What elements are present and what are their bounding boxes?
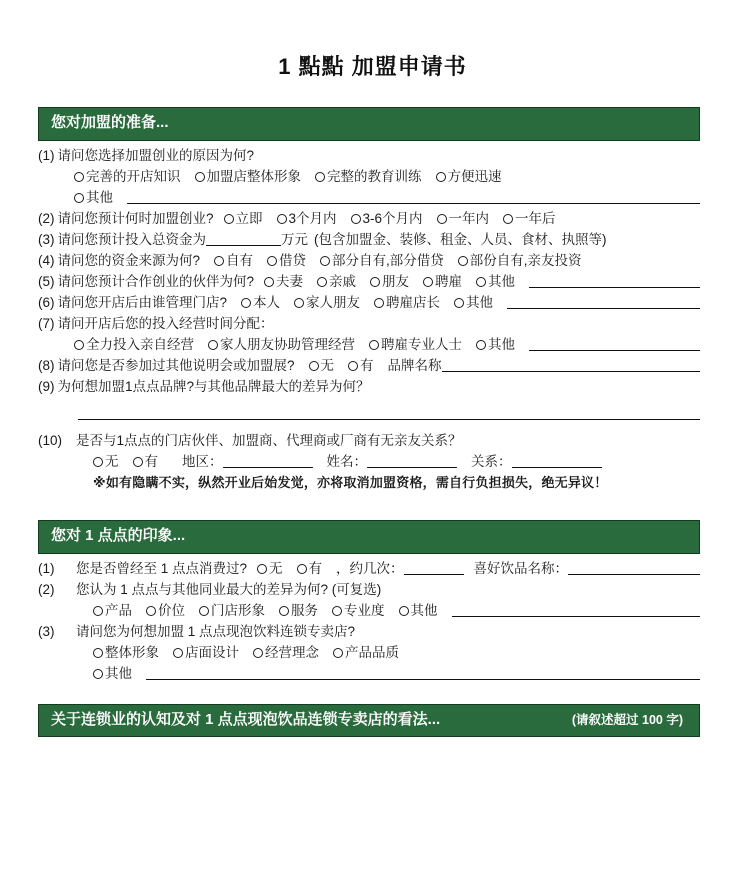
question-9-text: 为何想加盟1点点品牌?与其他品牌最大的差异为何？ [57, 378, 370, 394]
question-5 [38, 271, 700, 292]
option-q1-1-label: 加盟店整体形象 [206, 168, 301, 184]
option-s2q3-0[interactable] [93, 642, 159, 663]
option-s2q3-2[interactable] [253, 642, 319, 663]
radio-icon[interactable] [267, 256, 277, 266]
option-q5-2[interactable] [370, 271, 409, 292]
question-7-options [38, 334, 700, 355]
radio-icon[interactable] [208, 340, 218, 350]
question-3 [38, 229, 700, 250]
option-q7-1-label: 家人朋友协助管理经营 [220, 336, 355, 352]
option-q7-0-label: 全力投入亲自经营 [86, 336, 194, 352]
option-q4-0-label: 自有 [226, 252, 254, 268]
radio-icon[interactable] [214, 256, 224, 266]
radio-icon[interactable] [333, 648, 343, 658]
question-7 [38, 313, 700, 334]
radio-icon[interactable] [173, 648, 183, 658]
radio-icon[interactable] [315, 172, 325, 182]
option-q4-0[interactable] [214, 250, 253, 271]
question-4-text: 请问您的资金来源为何? [57, 252, 201, 268]
impression-question-2-text: 您认为 1 点点与其他同业最大的差异为何? (可复选) [76, 581, 382, 597]
option-q4-3[interactable] [458, 250, 582, 271]
question-1-other-input[interactable] [127, 190, 700, 204]
question-8-brand-input[interactable] [442, 358, 700, 372]
question-8-number: (8) [38, 357, 55, 373]
radio-icon[interactable] [476, 277, 486, 287]
question-10-text: 是否与1点点的门店伙伴、加盟商、代理商或厂商有无亲友关系？ [76, 432, 462, 448]
option-s2q2-1-label: 价位 [158, 602, 185, 618]
radio-icon[interactable] [253, 648, 263, 658]
question-10-name-input[interactable] [367, 454, 457, 468]
impression-question-1-drink-input[interactable] [568, 561, 700, 575]
question-10-region-input[interactable] [223, 454, 313, 468]
radio-icon[interactable] [297, 564, 307, 574]
option-q8-1-label: 有 [360, 357, 374, 373]
question-10-relation-input[interactable] [512, 454, 602, 468]
option-s2q2-3[interactable] [279, 600, 318, 621]
radio-icon[interactable] [264, 277, 274, 287]
option-q8-0[interactable] [309, 355, 335, 376]
section1-question10 [0, 426, 745, 494]
option-q6-1-label: 家人朋友 [306, 294, 361, 310]
option-s2q2-4[interactable] [332, 600, 385, 621]
impression-question-1-text: 您是否曾经至 1 点点消费过? [76, 560, 248, 576]
option-q7-other[interactable] [476, 334, 515, 355]
option-s2q3-other[interactable] [93, 663, 132, 684]
section-header-chain-opinion [38, 704, 700, 738]
radio-icon[interactable] [93, 606, 103, 616]
section-header-chain-opinion-label: 关于连锁业的认知及对 1 点点现泡饮品连锁专卖店的看法... [51, 710, 441, 728]
option-q5-other-label: 其他 [488, 273, 516, 289]
option-s2q2-other-label: 其他 [410, 602, 438, 618]
question-3-amount-input[interactable] [206, 232, 281, 246]
impression-question-3 [38, 621, 700, 642]
question-10-number: (10) [38, 432, 63, 448]
option-q5-1-label: 亲戚 [329, 273, 357, 289]
option-q1-2[interactable] [315, 166, 422, 187]
option-s2q2-0[interactable] [93, 600, 132, 621]
question-10-warning-note: ※如有隐瞒不实，纵然开业后始发觉，亦将取消加盟资格，需自行负担损失，绝无异议！ [93, 474, 608, 490]
question-1-text: 请问您选择加盟创业的原因为何? [57, 147, 255, 163]
option-s2q2-3-label: 服务 [291, 602, 318, 618]
page-title: 1 點點 加盟申请书 [278, 54, 467, 79]
question-7-text: 请问开店后您的投入经营时间分配： [57, 315, 274, 331]
radio-icon[interactable] [224, 214, 234, 224]
radio-icon[interactable] [348, 361, 358, 371]
question-3-suffix: (包含加盟金、装修、租金、人员、食材、执照等) [314, 231, 607, 247]
option-q1-0[interactable] [74, 166, 181, 187]
option-q8-0-label: 无 [320, 357, 335, 373]
radio-icon[interactable] [454, 298, 464, 308]
impression-question-3-text: 请问您为何想加盟 1 点点现泡饮料连锁专卖店? [76, 623, 356, 639]
option-q5-2-label: 朋友 [382, 273, 410, 289]
option-s2q2-4-label: 专业度 [344, 602, 385, 618]
impression-question-3-options [38, 642, 700, 663]
impression-question-3-other-input[interactable] [146, 666, 700, 680]
option-q7-1[interactable] [208, 334, 355, 355]
radio-icon[interactable] [332, 606, 342, 616]
radio-icon[interactable] [257, 564, 267, 574]
option-s2q2-2-label: 门店形象 [211, 602, 265, 618]
option-q2-0[interactable] [224, 208, 263, 229]
radio-icon[interactable] [476, 340, 486, 350]
option-q5-1[interactable] [317, 271, 356, 292]
radio-icon[interactable] [294, 298, 304, 308]
option-s2q3-3[interactable] [333, 642, 399, 663]
option-s2q3-2-label: 经营理念 [265, 644, 319, 660]
question-4 [38, 250, 700, 271]
radio-icon[interactable] [279, 606, 289, 616]
impression-question-3-other-row [38, 663, 700, 684]
option-q10-0[interactable] [93, 451, 119, 472]
question-5-other-input[interactable] [529, 274, 700, 288]
question-6-number: (6) [38, 294, 55, 310]
option-q6-0-label: 本人 [253, 294, 281, 310]
question-6 [38, 292, 700, 313]
option-q1-other[interactable] [74, 187, 113, 208]
option-q2-0-label: 立即 [235, 210, 263, 226]
option-q6-0[interactable] [241, 292, 280, 313]
question-8-text: 请问您是否参加过其他说明会或加盟展? [57, 357, 295, 373]
option-q1-3[interactable] [436, 166, 502, 187]
impression-question-2-other-input[interactable] [452, 603, 701, 617]
option-q6-other[interactable] [454, 292, 493, 313]
option-q2-2[interactable] [351, 208, 423, 229]
question-9-number: (9) [38, 378, 55, 394]
option-q7-0[interactable] [74, 334, 194, 355]
option-q4-2-label: 部分自有,部分借贷 [332, 252, 444, 268]
question-6-text: 请问您开店后由谁管理门店? [57, 294, 228, 310]
option-s2q1-0-label: 无 [269, 560, 283, 576]
option-s2q2-2[interactable] [199, 600, 265, 621]
option-q5-0[interactable] [264, 271, 303, 292]
question-2-number: (2) [38, 210, 55, 226]
impression-question-1-number: (1) [38, 560, 55, 576]
option-q5-3-label: 聘雇 [435, 273, 463, 289]
radio-icon[interactable] [503, 214, 513, 224]
question-1-options [38, 166, 700, 187]
radio-icon[interactable] [93, 648, 103, 658]
question-10-relation-label: 关系： [471, 453, 512, 469]
radio-icon[interactable] [93, 457, 103, 467]
section-header-impression [38, 520, 700, 554]
question-8-brand-label: 品牌名称 [387, 357, 442, 373]
option-s2q3-1-label: 店面设计 [185, 644, 239, 660]
option-q2-2-label: 3-6个月内 [362, 210, 423, 226]
option-s2q1-1[interactable] [297, 558, 323, 579]
section1-questions [0, 141, 745, 397]
radio-icon[interactable] [351, 214, 361, 224]
option-s2q3-0-label: 整体形象 [105, 644, 159, 660]
question-3-number: (3) [38, 231, 55, 247]
radio-icon[interactable] [133, 457, 143, 467]
question-5-number: (5) [38, 273, 55, 289]
question-1 [38, 145, 700, 166]
option-s2q3-3-label: 产品品质 [345, 644, 399, 660]
impression-question-3-number: (3) [38, 623, 55, 639]
radio-icon[interactable] [241, 298, 251, 308]
impression-question-2 [38, 579, 700, 600]
impression-question-2-number: (2) [38, 581, 55, 597]
radio-icon[interactable] [370, 277, 380, 287]
impression-question-1-drink-label: 喜好饮品名称： [473, 560, 569, 576]
option-s2q2-1[interactable] [146, 600, 185, 621]
question-10 [38, 430, 700, 451]
impression-question-2-options [38, 600, 700, 621]
question-6-other-input[interactable] [507, 295, 700, 309]
radio-icon[interactable] [320, 256, 330, 266]
section-header-preparation [38, 107, 700, 141]
question-1-other-row [38, 187, 700, 208]
question-3-unit: 万元 [281, 231, 308, 247]
option-q10-0-label: 无 [105, 453, 119, 469]
option-q2-1[interactable] [277, 208, 337, 229]
option-q1-1[interactable] [195, 166, 302, 187]
question-2-text: 请问您预计何时加盟创业? [57, 210, 214, 226]
radio-icon[interactable] [458, 256, 468, 266]
question-7-other-input[interactable] [529, 337, 700, 351]
option-s2q1-0[interactable] [257, 558, 283, 579]
radio-icon[interactable] [195, 172, 205, 182]
question-7-number: (7) [38, 315, 55, 331]
option-q6-other-label: 其他 [466, 294, 494, 310]
radio-icon[interactable] [423, 277, 433, 287]
option-q5-3[interactable] [423, 271, 462, 292]
option-s2q3-other-label: 其他 [105, 665, 132, 681]
option-q2-4-label: 一年后 [515, 210, 556, 226]
option-q2-4[interactable] [503, 208, 556, 229]
option-q8-1[interactable] [348, 355, 374, 376]
radio-icon[interactable] [317, 277, 327, 287]
question-5-text: 请问您预计合作创业的伙伴为何? [57, 273, 255, 289]
radio-icon[interactable] [74, 172, 84, 182]
option-s2q3-1[interactable] [173, 642, 239, 663]
option-q6-2-label: 聘雇店长 [386, 294, 441, 310]
option-q7-2[interactable] [369, 334, 462, 355]
question-1-number: (1) [38, 147, 55, 163]
option-q2-3-label: 一年内 [448, 210, 490, 226]
radio-icon[interactable] [146, 606, 156, 616]
option-q1-2-label: 完整的教育训练 [327, 168, 422, 184]
option-q1-3-label: 方便迅速 [447, 168, 502, 184]
radio-icon[interactable] [437, 214, 447, 224]
radio-icon[interactable] [277, 214, 287, 224]
question-9 [38, 376, 700, 397]
radio-icon[interactable] [74, 193, 84, 203]
option-q4-1-label: 借贷 [279, 252, 307, 268]
section-header-impression-label: 您对 1 点点的印象... [51, 526, 186, 544]
radio-icon[interactable] [369, 340, 379, 350]
option-q4-2[interactable] [320, 250, 444, 271]
question-10-name-label: 姓名： [326, 453, 367, 469]
option-q4-3-label: 部份自有,亲友投资 [469, 252, 582, 268]
radio-icon[interactable] [399, 606, 409, 616]
option-s2q1-1-label: 有 [308, 560, 323, 576]
radio-icon[interactable] [74, 340, 84, 350]
question-8 [38, 355, 700, 376]
impression-question-1 [38, 558, 700, 579]
question-2 [38, 208, 700, 229]
option-q10-1[interactable] [133, 451, 159, 472]
radio-icon[interactable] [374, 298, 384, 308]
impression-question-1-times-label: ，约几次： [336, 560, 404, 576]
option-s2q2-0-label: 产品 [105, 602, 132, 618]
question-3-text: 请问您预计投入总资金为 [57, 231, 206, 247]
question-10-region-label: 地区： [182, 453, 223, 469]
option-q1-0-label: 完善的开店知识 [86, 168, 181, 184]
option-q7-other-label: 其他 [488, 336, 515, 352]
radio-icon[interactable] [436, 172, 446, 182]
option-q6-1[interactable] [294, 292, 360, 313]
option-q2-3[interactable] [437, 208, 490, 229]
question-10-fields [38, 451, 700, 472]
section2-questions [0, 554, 745, 684]
option-q5-0-label: 夫妻 [276, 273, 304, 289]
option-q7-2-label: 聘雇专业人士 [381, 336, 462, 352]
section-header-preparation-label: 您对加盟的准备... [51, 114, 169, 131]
radio-icon[interactable] [199, 606, 209, 616]
option-q4-1[interactable] [267, 250, 306, 271]
option-s2q2-other[interactable] [399, 600, 438, 621]
option-q2-1-label: 3个月内 [288, 210, 337, 226]
option-q5-other[interactable] [476, 271, 515, 292]
option-q6-2[interactable] [374, 292, 440, 313]
question-4-number: (4) [38, 252, 55, 268]
section-header-chain-opinion-note: (请叙述超过 100 字) [571, 712, 683, 727]
option-q10-1-label: 有 [144, 453, 158, 469]
radio-icon[interactable] [93, 669, 103, 679]
impression-question-1-times-input[interactable] [404, 561, 464, 575]
radio-icon[interactable] [309, 361, 319, 371]
option-q1-other-label: 其他 [86, 189, 113, 205]
